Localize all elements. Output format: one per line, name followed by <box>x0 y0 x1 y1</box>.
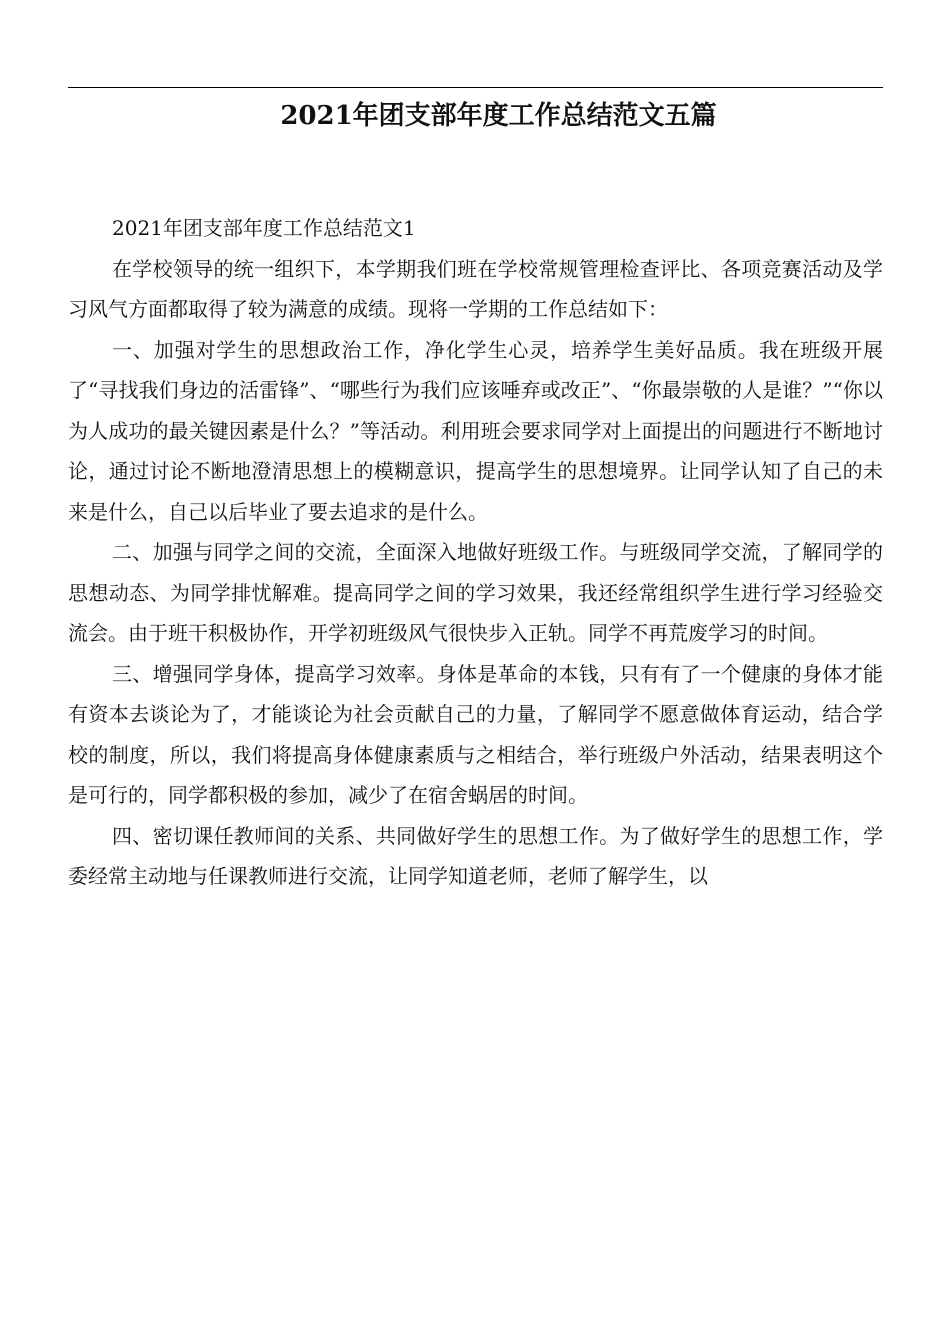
paragraph-point-4: 四、密切课任教师间的关系、共同做好学生的思想工作。为了做好学生的思想工作，学委经常主动地与任课教师进行交流，让同学知道老师，老师了解学生，以 <box>68 823 883 888</box>
paragraph-point-3: 三、增强同学身体，提高学习效率。身体是革命的本钱，只有有了一个健康的身体才能有资本去谈论为了，才能谈论为社会贡献自己的力量，了解同学不愿意做体育运动，结合学校的制度，所以，我们将提高身体健康素质与之相结合，举行班级户外活动，结果表明这个是可行的，同学都积极的参加，减少了在宿舍蜗居的时间。 <box>68 661 883 807</box>
header-rule <box>68 87 883 88</box>
paragraph-point-1: 一、加强对学生的思想政治工作，净化学生心灵，培养学生美好品质。我在班级开展了“寻找我们身边的活雷锋”、“哪些行为我们应该唾弃或改正”、“你最崇敬的人是谁？”“你以为人成功的最关键因素是什么？”等活动。利用班会要求同学对上面提出的问题进行不断地讨论，通过讨论不断地澄清思想上的模糊意识，提高学生的思想境界。让同学认知了自己的未来是什么，自己以后毕业了要去追求的是什么。 <box>68 337 883 524</box>
paragraph-intro: 在学校领导的统一组织下，本学期我们班在学校常规管理检查评比、各项竞赛活动及学习风气方面都取得了较为满意的成绩。现将一学期的工作总结如下： <box>68 256 883 321</box>
section-subtitle: 2021年团支部年度工作总结范文1 <box>112 216 416 240</box>
paragraph-point-2: 二、加强与同学之间的交流，全面深入地做好班级工作。与班级同学交流，了解同学的思想动态、为同学排忧解难。提高同学之间的学习效果，我还经常组织学生进行学习经验交流会。由于班干积极协作，开学初班级风气很快步入正轨。同学不再荒废学习的时间。 <box>68 540 883 645</box>
document-title: 2021年团支部年度工作总结范文五篇 <box>280 101 717 131</box>
document-body <box>68 208 883 897</box>
